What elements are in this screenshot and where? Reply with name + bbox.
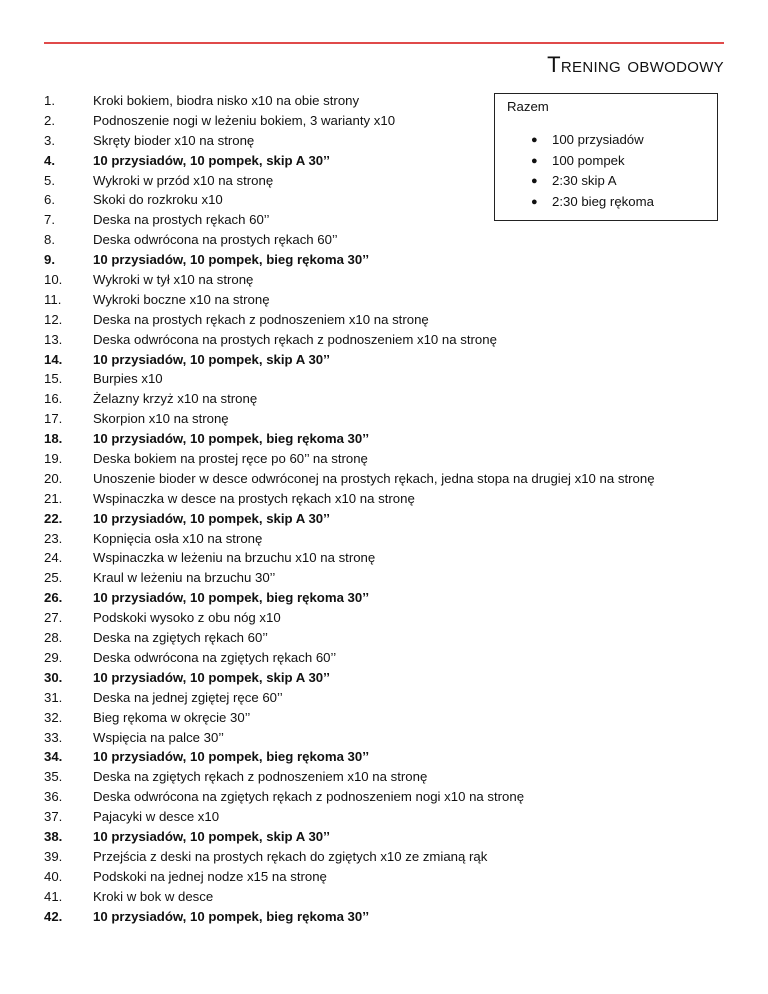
bullet-icon: ● (531, 195, 538, 208)
exercise-number: 39. (44, 848, 63, 864)
exercise-text: Podskoki wysoko z obu nóg x10 (93, 610, 281, 626)
exercise-item (0, 469, 768, 489)
exercise-text: Wykroki boczne x10 na stronę (93, 291, 270, 307)
summary-heading: Razem (507, 99, 549, 114)
exercise-number: 19. (44, 451, 63, 467)
exercise-number: 23. (44, 530, 63, 546)
exercise-item (0, 827, 768, 847)
exercise-item (0, 787, 768, 807)
exercise-item (0, 230, 768, 250)
exercise-text: Skręty bioder x10 na stronę (93, 132, 255, 148)
summary-item (495, 151, 717, 172)
bullet-icon: ● (531, 134, 538, 146)
exercise-number: 28. (44, 630, 63, 646)
summary-item-text: 2:30 bieg rękoma (552, 193, 654, 209)
exercise-text: 10 przysiadów, 10 pompek, bieg rękoma 30’’ (93, 749, 370, 765)
exercise-item (0, 887, 768, 907)
exercise-text: Podnoszenie nogi w leżeniu bokiem, 3 warianty x10 (93, 112, 396, 128)
exercise-number: 14. (44, 351, 63, 367)
exercise-number: 32. (44, 709, 63, 725)
summary-item (495, 171, 717, 192)
exercise-number: 13. (44, 331, 63, 347)
exercise-item (0, 867, 768, 887)
exercise-number: 7. (44, 212, 55, 228)
exercise-text: Deska na jednej zgiętej ręce 60’’ (93, 689, 283, 705)
exercise-number: 3. (44, 132, 55, 148)
exercise-text: 10 przysiadów, 10 pompek, skip A 30’’ (93, 351, 330, 367)
exercise-number: 17. (44, 411, 63, 427)
exercise-item (0, 588, 768, 608)
exercise-item (0, 290, 768, 310)
exercise-number: 16. (44, 391, 63, 407)
exercise-text: Deska na zgiętych rękach 60’’ (93, 630, 268, 646)
exercise-item (0, 628, 768, 648)
exercise-text: Wspięcia na palce 30’’ (93, 729, 224, 745)
bullet-icon: ● (531, 154, 538, 167)
exercise-number: 2. (44, 112, 55, 128)
exercise-number: 24. (44, 550, 63, 566)
exercise-item (0, 608, 768, 628)
exercise-text: Deska bokiem na prostej ręce po 60’’ na stronę (93, 451, 368, 467)
exercise-text: 10 przysiadów, 10 pompek, skip A 30’’ (93, 510, 330, 526)
exercise-item (0, 449, 768, 469)
exercise-item (0, 409, 768, 429)
bullet-icon: ● (531, 175, 538, 187)
exercise-item (0, 568, 768, 588)
exercise-item (0, 250, 768, 270)
exercise-text: Przejścia z deski na prostych rękach do zgiętych x10 ze zmianą rąk (93, 848, 488, 864)
exercise-number: 12. (44, 311, 63, 327)
exercise-text: Kroki w bok w desce (93, 888, 214, 904)
header-rule (44, 42, 724, 44)
exercise-number: 20. (44, 470, 63, 486)
exercise-text: Żelazny krzyż x10 na stronę (93, 391, 258, 407)
exercise-item (0, 369, 768, 389)
exercise-number: 42. (44, 908, 63, 924)
exercise-item (0, 548, 768, 568)
exercise-number: 27. (44, 610, 63, 626)
exercise-item (0, 668, 768, 688)
exercise-text: 10 przysiadów, 10 pompek, skip A 30’’ (93, 152, 330, 168)
exercise-text: Kraul w leżeniu na brzuchu 30’’ (93, 570, 276, 586)
exercise-number: 22. (44, 510, 63, 526)
exercise-number: 18. (44, 431, 63, 447)
exercise-item (0, 767, 768, 787)
exercise-text: Kroki bokiem, biodra nisko x10 na obie strony (93, 93, 360, 108)
exercise-number: 38. (44, 828, 63, 844)
exercise-text: 10 przysiadów, 10 pompek, bieg rękoma 30’’ (93, 908, 370, 924)
summary-list (495, 130, 717, 212)
exercise-text: 10 przysiadów, 10 pompek, skip A 30’’ (93, 828, 330, 844)
exercise-text: Deska na zgiętych rękach z podnoszeniem x10 na stronę (93, 769, 428, 785)
exercise-number: 30. (44, 669, 63, 685)
exercise-item (0, 509, 768, 529)
summary-box (494, 93, 718, 221)
exercise-text: Deska odwrócona na prostych rękach 60’’ (93, 232, 338, 248)
exercise-item (0, 270, 768, 290)
exercise-number: 36. (44, 789, 63, 805)
exercise-number: 34. (44, 749, 63, 765)
exercise-text: Deska na prostych rękach z podnoszeniem x10 na stronę (93, 311, 429, 327)
exercise-text: Wspinaczka w desce na prostych rękach x10 na stronę (93, 490, 415, 506)
exercise-number: 11. (44, 291, 62, 307)
exercise-item (0, 728, 768, 748)
exercise-number: 35. (44, 769, 63, 785)
exercise-number: 1. (44, 93, 55, 108)
exercise-text: Deska odwrócona na prostych rękach z podnoszeniem x10 na stronę (93, 331, 497, 347)
exercise-text: Kopnięcia osła x10 na stronę (93, 530, 263, 546)
summary-item (495, 130, 717, 151)
exercise-number: 31. (44, 689, 63, 705)
exercise-text: 10 przysiadów, 10 pompek, bieg rękoma 30’’ (93, 590, 370, 606)
exercise-number: 25. (44, 570, 63, 586)
exercise-number: 6. (44, 192, 55, 208)
exercise-text: Podskoki na jednej nodze x15 na stronę (93, 868, 327, 884)
exercise-number: 15. (44, 371, 63, 387)
exercise-text: Burpies x10 (93, 371, 163, 387)
exercise-number: 9. (44, 252, 55, 268)
exercise-item (0, 847, 768, 867)
exercise-text: Deska na prostych rękach 60’’ (93, 212, 270, 228)
exercise-text: 10 przysiadów, 10 pompek, skip A 30’’ (93, 669, 330, 685)
exercise-text: Wykroki w przód x10 na stronę (93, 172, 274, 188)
summary-item-text: 2:30 skip A (552, 173, 617, 188)
exercise-item (0, 529, 768, 549)
exercise-item (0, 489, 768, 509)
exercise-text: Wykroki w tył x10 na stronę (93, 272, 254, 288)
summary-item-text: 100 przysiadów (552, 132, 644, 147)
exercise-item (0, 688, 768, 708)
exercise-number: 10. (44, 272, 63, 288)
exercise-number: 37. (44, 809, 63, 825)
exercise-number: 8. (44, 232, 55, 248)
exercise-item (0, 330, 768, 350)
exercise-text: Pajacyki w desce x10 (93, 809, 220, 825)
exercise-item (0, 807, 768, 827)
exercise-item (0, 389, 768, 409)
summary-item-text: 100 pompek (552, 152, 625, 168)
exercise-item (0, 708, 768, 728)
exercise-item (0, 350, 768, 370)
exercise-number: 4. (44, 152, 55, 168)
exercise-number: 40. (44, 868, 63, 884)
exercise-text: 10 przysiadów, 10 pompek, bieg rękoma 30’’ (93, 252, 370, 268)
exercise-text: Deska odwrócona na zgiętych rękach 60’’ (93, 649, 337, 665)
exercise-number: 21. (44, 490, 63, 506)
exercise-text: Bieg rękoma w okręcie 30’’ (93, 709, 251, 725)
exercise-text: Wspinaczka w leżeniu na brzuchu x10 na stronę (93, 550, 376, 566)
exercise-number: 5. (44, 172, 55, 188)
exercise-number: 33. (44, 729, 63, 745)
exercise-number: 41. (44, 888, 63, 904)
exercise-text: Skoki do rozkroku x10 (93, 192, 223, 208)
exercise-item (0, 747, 768, 767)
exercise-number: 26. (44, 590, 63, 606)
exercise-text: 10 przysiadów, 10 pompek, bieg rękoma 30’’ (93, 431, 370, 447)
exercise-item (0, 907, 768, 927)
summary-item (495, 192, 717, 213)
exercise-item (0, 648, 768, 668)
exercise-number: 29. (44, 649, 63, 665)
exercise-text: Deska odwrócona na zgiętych rękach z podnoszeniem nogi x10 na stronę (93, 789, 525, 805)
exercise-text: Unoszenie bioder w desce odwróconej na prostych rękach, jedna stopa na drugiej x10 na stronę (93, 470, 655, 486)
exercise-text: Skorpion x10 na stronę (93, 411, 229, 427)
exercise-item (0, 310, 768, 330)
exercise-item (0, 429, 768, 449)
page-title: Trening obwodowy (547, 52, 724, 77)
